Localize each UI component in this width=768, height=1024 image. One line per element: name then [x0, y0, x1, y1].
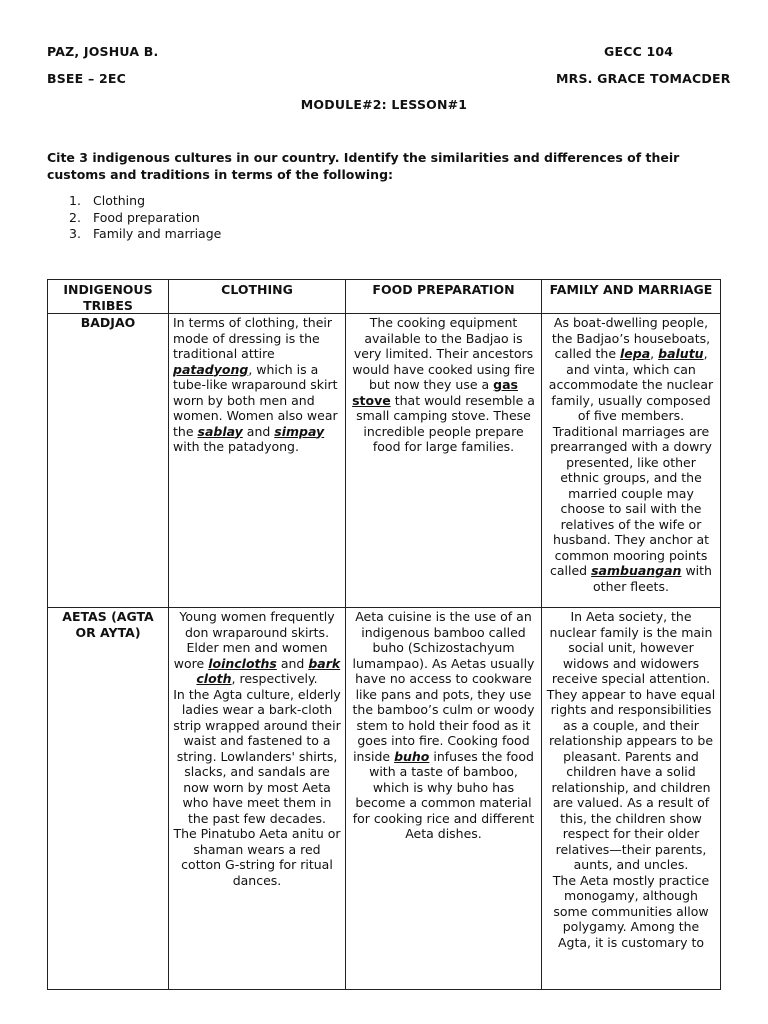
header-food: FOOD PREPARATION — [346, 280, 542, 314]
criteria-list — [69, 193, 221, 243]
culture-table — [47, 279, 721, 990]
instructor-name: MRS. GRACE TOMACDER — [556, 71, 731, 86]
header-clothing: CLOTHING — [169, 280, 346, 314]
clothing-cell: Young women frequently don wraparound skirts. Elder men and women wore loincloths and bark cloth, respectively. In the Agta culture, elderly ladies wear a bark-cloth strip wrapped around their waist and fastened to a string. Lowlanders' shirts, slacks, and sandals are now worn by most Aeta who have meet them in the past few decades. The Pinatubo Aeta anitu or shaman wears a red cotton G-string for ritual dances. — [169, 608, 346, 990]
clothing-cell: In terms of clothing, their mode of dressing is the traditional attire patadyong, which is a tube-like wraparound skirt worn by both men and women. Women also wear the sablay and simpay with the patadyong. — [169, 314, 346, 608]
table-row — [48, 608, 721, 990]
list-item: 2. Food preparation — [69, 209, 200, 225]
list-item: 3. Family and marriage — [69, 226, 222, 241]
instructions: Cite 3 indigenous cultures in our country. Identify the similarities and differences of their customs and traditions in terms of the following: — [47, 150, 680, 182]
module-title: MODULE#2: LESSON#1 — [300, 97, 468, 112]
family-cell: In Aeta society, the nuclear family is the main social unit, however widows and widowers receive special attention. They appear to have equal rights and responsibilities as a couple, and their relationship appears to be pleasant. Parents and children have a solid relationship, and children are valued. As a result of this, the children show respect for their older relatives—their parents, aunts, and uncles. The Aeta mostly practice monogamy, although some communities allow polygamy. Among the Agta, it is customary to — [542, 608, 721, 990]
food-cell: The cooking equipment available to the Badjao is very limited. Their ancestors would have cooked using fire but now they use a gas stove that would resemble a small camping stove. These incredible people prepare food for large families. — [346, 314, 542, 608]
list-item: 1. Clothing — [69, 193, 146, 208]
food-cell: Aeta cuisine is the use of an indigenous bamboo called buho (Schizostachyum lumampao). As Aetas usually have no access to cookware like pans and pots, they use the bamboo’s culm or woody stem to hold their food as it goes into fire. Cooking food inside buho infuses the food with a taste of bamboo, which is why buho has become a common material for cooking rice and different Aeta dishes. — [346, 608, 542, 990]
family-cell: As boat-dwelling people, the Badjao’s houseboats, called the lepa, balutu, and vinta, which can accommodate the nuclear family, usually composed of five members. Traditional marriages are prearranged with a dowry presented, like other ethnic groups, and the married couple may choose to sail with the relatives of the wife or husband. They anchor at common mooring points called sambuangan with other fleets. — [542, 314, 721, 608]
table-header-row — [48, 280, 721, 314]
header-tribes: INDIGENOUS TRIBES — [48, 280, 169, 314]
tribe-cell: BADJAO — [48, 314, 169, 608]
student-section: BSEE – 2EC — [47, 71, 126, 86]
header-family: FAMILY AND MARRIAGE — [542, 280, 721, 314]
course-code: GECC 104 — [604, 44, 674, 59]
table-row — [48, 314, 721, 608]
tribe-cell: AETAS (AGTA OR AYTA) — [48, 608, 169, 990]
student-name: PAZ, JOSHUA B. — [47, 44, 159, 59]
